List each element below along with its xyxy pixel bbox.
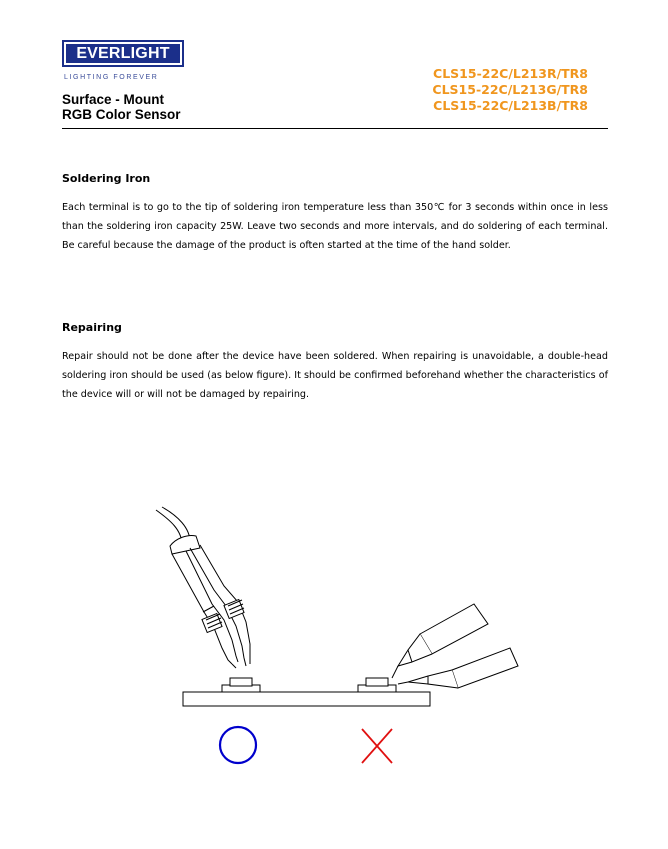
circuit-board [183, 692, 430, 706]
repairing-heading: Repairing [62, 321, 122, 334]
component-right-body [366, 678, 388, 686]
product-type-line2: RGB Color Sensor [62, 107, 181, 122]
product-type-line1: Surface - Mount [62, 92, 165, 107]
cross-icon [362, 729, 392, 763]
component-left-body [230, 678, 252, 686]
logo-tagline: LIGHTING FOREVER [64, 74, 159, 81]
part-number: CLS15-22C/L213B/TR8 [433, 98, 588, 113]
soldering-iron-paragraph: Each terminal is to go to the tip of soldering iron temperature less than 350℃ for 3 seconds within once in less than the soldering iron capacity 25W. Leave two seconds and more intervals, and do soldering of each terminal. Be careful because the damage of the product is often started at the time of the hand solder. [62, 202, 608, 251]
repairing-paragraph: Repair should not be done after the device have been soldered. When repairing is unavoidable, a double-head soldering iron should be used (as below figure). It should be confirmed beforehand whether the characteristics of the device will or will not be damaged by repairing. [62, 351, 608, 400]
logo-text: EVERLIGHT [66, 44, 180, 63]
soldering-iron-heading: Soldering Iron [62, 172, 151, 185]
part-number: CLS15-22C/L213R/TR8 [433, 66, 588, 81]
circle-icon [220, 727, 256, 763]
double-head-iron [156, 507, 250, 668]
part-number: CLS15-22C/L213G/TR8 [432, 82, 588, 97]
